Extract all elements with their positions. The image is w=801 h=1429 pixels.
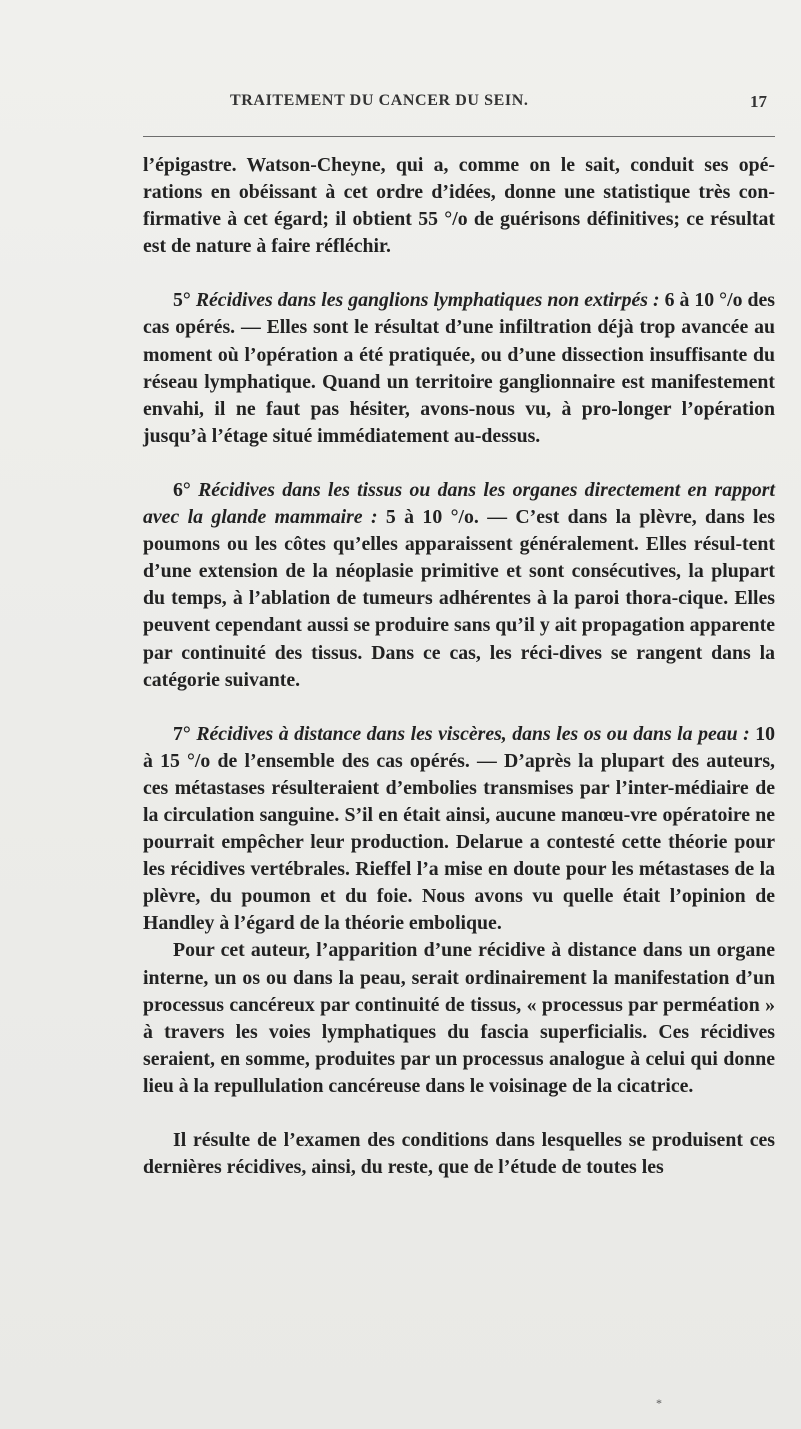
paragraph-continuation bbox=[143, 152, 775, 260]
paragraph-text: Pour cet auteur, l’apparition d’une récidive à distance dans un organe interne, un os ou dans la peau, serait ordinairement la manifestation d’un processus cancéreux par continuité de tissus, « processus par perméation » à travers les voies lymphatiques du fascia superficialis. Ces récidives seraient, en somme, produites par un processus analogue à celui qui donne lieu à la repullulation cancéreuse dans le voisinage de la cicatrice. bbox=[143, 939, 775, 1097]
section-heading: Récidives dans les tissus ou dans les organes directement en rapport avec la glande mammaire : bbox=[143, 478, 775, 529]
paragraph-conclusion bbox=[143, 1127, 775, 1181]
paragraph-text: Il résulte de l’examen des conditions dans lesquelles se produisent ces dernières récidives, ainsi, du reste, que de l’étude de toutes les bbox=[143, 1129, 775, 1179]
section-heading: Récidives à distance dans les viscères, dans les os ou dans la peau : bbox=[196, 722, 750, 745]
paragraph-section-7 bbox=[143, 721, 775, 938]
paragraph-section-5 bbox=[143, 287, 775, 450]
section-number: 6° bbox=[173, 478, 191, 501]
paragraph-text: 10 à 15 °/o de l’ensemble des cas opérés. — D’après la plupart des auteurs, ces métastases résulteraient d’embolies transmises par l’inter-médiaire de la circulation sanguine. S’il en était ainsi, aucune manœu-vre opératoire ne pourrait empêcher leur production. Delarue a contesté cette théorie pour les récidives vertébrales. Rieffel l’a mise en doute pour les métastases de la plèvre, du poumon et du foie. Nous avons vu quelle était l’opinion de Handley à l’égard de la théorie embolique. bbox=[143, 722, 776, 935]
section-heading: Récidives dans les ganglions lymphatiques non extirpés : bbox=[195, 289, 660, 312]
paragraph-text: 6 à 10 °/o des cas opérés. — Elles sont le résultat d’une infiltration déjà trop avancée au moment où l’opération a été pratiquée, ou d’une dissection insuffisante du réseau lymphatique. Quand un territoire ganglionnaire est manifestement envahi, il ne faut pas hésiter, avons-nous vu, à pro-longer l’opération jusqu’à l’étage situé immédiatement au-dessus. bbox=[143, 289, 775, 447]
page-number: 17 bbox=[750, 92, 767, 111]
footer-asterisk: * bbox=[656, 1396, 662, 1410]
paragraph-text: l’épigastre. Watson-Cheyne, qui a, comme on le sait, conduit ses opé-rations en obéissant à cet ordre d’idées, donne une statistique très con-firmative à cet égard; il obtient 55 °/o de guérisons définitives; ce résultat est de nature à faire réfléchir. bbox=[143, 154, 775, 258]
section-number: 5° bbox=[173, 289, 191, 312]
paragraph-section-6 bbox=[143, 477, 775, 694]
running-title: TRAITEMENT DU CANCER DU SEIN. bbox=[230, 92, 529, 109]
paragraph-handley bbox=[143, 937, 775, 1100]
body-text bbox=[143, 152, 775, 1181]
section-number: 7° bbox=[173, 722, 191, 745]
paragraph-text: 5 à 10 °/o. — C’est dans la plèvre, dans les poumons ou les côtes qu’elles apparaissent généralement. Elles résul-tent d’une extension de la néoplasie primitive et sont consécutives, la plupart du temps, à l’ablation de tumeurs adhérentes à la paroi thora-cique. Elles peuvent cependant aussi se produire sans qu’il y ait propagation apparente par continuité des tissus. Dans ce cas, les réci-dives se rangent dans la catégorie suivante. bbox=[143, 506, 775, 691]
header-rule bbox=[143, 136, 775, 137]
page-header bbox=[0, 92, 801, 116]
